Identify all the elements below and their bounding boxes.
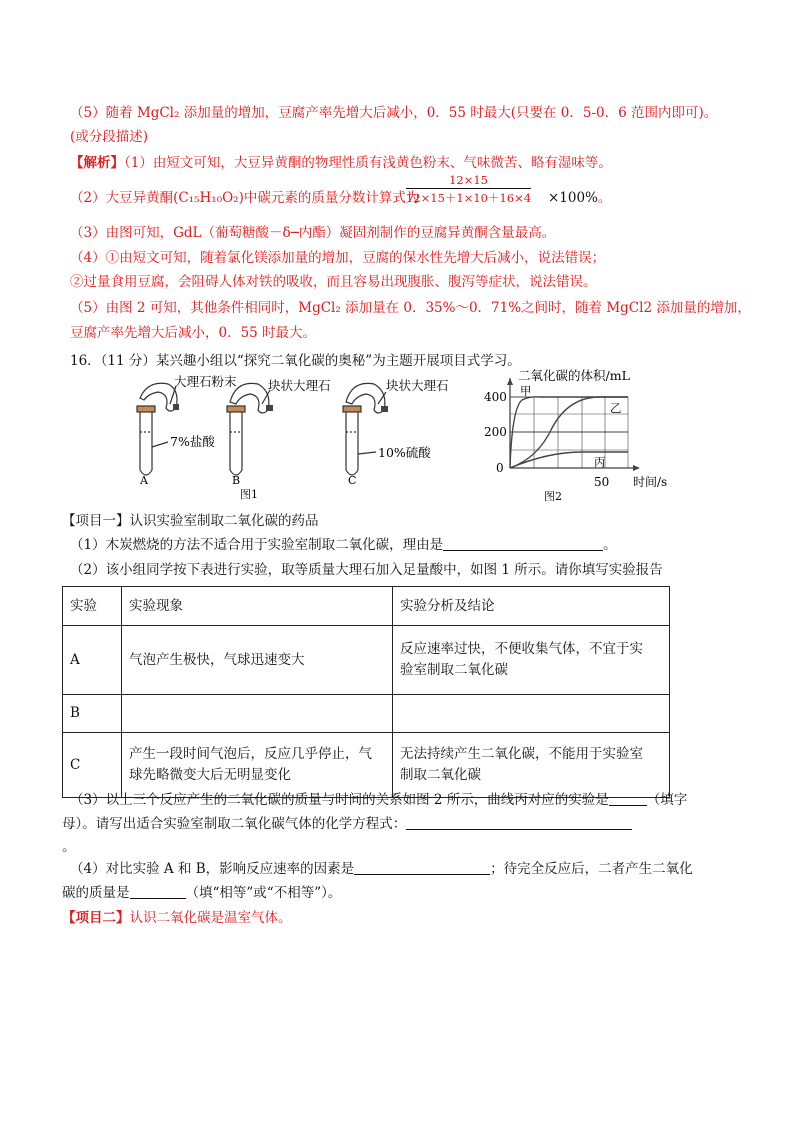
- row-b-concl-blank[interactable]: [393, 695, 670, 733]
- tube-c: [346, 412, 358, 475]
- experiment-report-table: [62, 586, 670, 798]
- table-row: [63, 626, 670, 695]
- table-row: [63, 695, 670, 733]
- answer-blank-3a[interactable]: [609, 791, 647, 806]
- tube-a-label: A: [140, 474, 148, 487]
- label-lump-c: 块状大理石: [386, 378, 449, 393]
- analysis-p5a: （5）由图 2 可知，其他条件相同时，MgCl₂ 添加量在 0．35%～0．71%之间时，随着 MgCl2 添加量的增加，: [70, 300, 751, 316]
- curve-bing: [510, 452, 628, 468]
- q16-4a: （4）对比实验 A 和 B，影响反应速率的因素是 ；待完全反应后，二者产生二氧化: [70, 861, 693, 877]
- tube-c-label: C: [348, 474, 357, 487]
- ytick-200: 200: [484, 425, 507, 439]
- header-exp: 实验: [63, 587, 122, 626]
- curve-label-yi: 乙: [610, 401, 622, 415]
- ytick-0: 0: [496, 461, 504, 475]
- label-powder: 大理石粉末: [174, 374, 237, 389]
- q16-3a: （3）以上三个反应产生的二氧化碳的质量与时间的关系如图 2 所示，曲线丙对应的实验是 （填字: [70, 792, 688, 808]
- figure-2-caption: 图2: [544, 490, 562, 503]
- label-hcl: 7%盐酸: [170, 434, 215, 449]
- q16-4b: 碳的质量是 （填“相等”或“不相等”）。: [62, 885, 342, 901]
- q16-1: （1）木炭燃烧的方法不适合用于实验室制取二氧化碳，理由是 。: [70, 537, 617, 553]
- table-row: [63, 733, 670, 798]
- answer-blank-3b[interactable]: [406, 815, 632, 830]
- ytick-400: 400: [484, 390, 507, 404]
- answer-blank-1[interactable]: [443, 536, 603, 551]
- curve-label-jia: 甲: [520, 384, 532, 398]
- tube-c-stopper: [343, 406, 361, 412]
- row-c-concl: 无法持续产生二氧化碳，不能用于实验室 制取二氧化碳: [393, 733, 670, 798]
- chips-c: [381, 406, 388, 412]
- answer-blank-4b[interactable]: [130, 884, 186, 899]
- chips-b: [266, 405, 273, 411]
- answer-5-line1: （5）随着 MgCl₂ 添加量的增加，豆腐产率先增大后减小，0．55 时最大(只要在 0．5-0．6 范围内即可)。: [70, 105, 718, 121]
- figure-1: [118, 372, 463, 502]
- q16-2: （2）该小组同学按下表进行实验，取等质量大理石加入足量酸中，如图 1 所示。请你填写实验报告: [70, 562, 663, 578]
- figure-2-xlabel: 时间/s: [633, 475, 668, 489]
- analysis-tag: 【解析】: [70, 155, 124, 171]
- row-b-phen-blank[interactable]: [122, 695, 393, 733]
- figure-1-caption: 图1: [240, 488, 258, 501]
- q16-stem: 16．（11 分）某兴趣小组以“探究二氧化碳的奥秘”为主题开展项目式学习。: [70, 353, 521, 369]
- analysis-p4b: ②过量食用豆腐，会阻碍人体对铁的吸收，而且容易出现腹胀、腹泻等症状，说法错误。: [70, 274, 597, 290]
- analysis-p5b: 豆腐产率先增大后减小，0．55 时最大。: [70, 325, 317, 341]
- header-concl: 实验分析及结论: [393, 587, 670, 626]
- curve-label-bing: 丙: [594, 455, 606, 469]
- row-c-exp: C: [63, 733, 122, 798]
- analysis-p4a: （4）①由短文可知，随着氯化镁添加量的增加，豆腐的保水性先增大后减小，说法错误；: [70, 250, 606, 266]
- answer-blank-4a[interactable]: [354, 860, 490, 875]
- figure-2-ylabel: 二氧化碳的体积/mL: [518, 368, 630, 383]
- row-a-phen: 气泡产生极快，气球迅速变大: [122, 626, 393, 695]
- xtick-50: 50: [594, 475, 610, 489]
- answer-5-line2: (或分段描述): [70, 129, 149, 145]
- analysis-p2-suffix: ×100%。: [548, 190, 612, 206]
- q16-3c: 。: [62, 839, 76, 855]
- project2-title: 【项目二】认识二氧化碳是温室气体。: [62, 910, 292, 926]
- row-c-phen: 产生一段时间气泡后，反应几乎停止，气 球先略微变大后无明显变化: [122, 733, 393, 798]
- tube-a: [140, 412, 152, 475]
- table-header-row: [63, 587, 670, 626]
- analysis-p2: （2）大豆异黄酮(C₁₅H₁₀O₂)中碳元素的质量分数计算式为: [70, 190, 420, 206]
- tube-b: [230, 412, 242, 475]
- row-b-exp: B: [63, 695, 122, 733]
- tube-b-stopper: [227, 406, 245, 412]
- label-h2so4: 10%硫酸: [378, 445, 431, 460]
- tube-b-label: B: [232, 474, 241, 487]
- row-a-concl: 反应速率过快，不便收集气体，不宜于实 验室制取二氧化碳: [393, 626, 670, 695]
- project1-title: 【项目一】认识实验室制取二氧化碳的药品: [62, 513, 319, 529]
- figure-2: [478, 368, 700, 504]
- analysis-p1: 【解析】（1）由短文可知，大豆异黄酮的物理性质有浅黄色粉末、气味微苦、略有湿味等。: [70, 155, 612, 171]
- header-phen: 实验现象: [122, 587, 393, 626]
- q16-3b: 母）。请写出适合实验室制取二氧化碳气体的化学方程式：: [62, 815, 632, 833]
- analysis-p3: （3）由图可知，GdL（葡萄糖酸－δ─内酯）凝固剂制作的豆腐异黄酮含量最高。: [70, 225, 556, 241]
- tube-a-stopper: [137, 406, 155, 412]
- carbon-fraction: $\frac{12\times 15}{12\times 15+1\times 10+16\times 4}$: [406, 173, 532, 205]
- chips-a: [173, 404, 179, 410]
- row-a-exp: A: [63, 626, 122, 695]
- label-lump-b: 块状大理石: [268, 378, 331, 393]
